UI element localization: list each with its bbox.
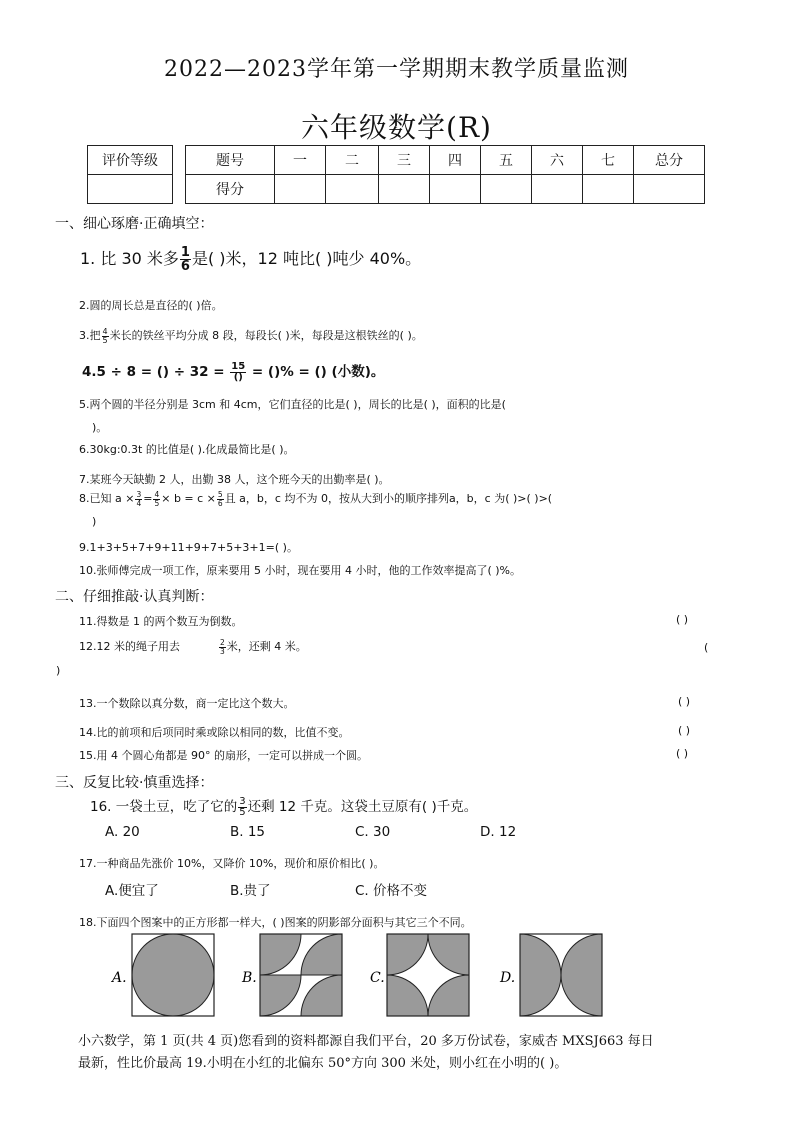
header-cell: 题号 [186, 146, 275, 175]
answer-bracket[interactable]: ( ) [676, 613, 689, 626]
score-cell[interactable] [326, 175, 379, 204]
section3-heading: 三、反复比较·慎重选择： [55, 775, 214, 791]
header-cell: 四 [430, 146, 481, 175]
question-8-cont: ) [92, 515, 97, 528]
q18-figures [100, 930, 610, 1022]
question-15: 15.用 4 个圆心角都是 90° 的扇形，一定可以拼成一个圆。 [79, 749, 368, 762]
fig-label-b[interactable]: B. [242, 970, 257, 986]
exam-title: 2022—2023学年第一学期期末教学质量监测 [164, 57, 629, 82]
question-10: 10.张师傅完成一项工作，原来要用 5 小时，现在要用 4 小时，他的工作效率提高了( )%。 [79, 564, 522, 577]
header-cell: 总分 [634, 146, 705, 175]
question-13: 13.一个数除以真分数，商一定比这个数大。 [79, 697, 295, 710]
question-5-cont: )。 [92, 421, 108, 434]
question-14: 14.比的前项和后项同时乘或除以相同的数，比值不变。 [79, 726, 350, 739]
option-b[interactable]: B. 15 [230, 824, 266, 840]
header-cell: 七 [583, 146, 634, 175]
option-d[interactable]: D. 12 [480, 824, 517, 840]
question-5: 5.两个圆的半径分别是 3cm 和 4cm，它们直径的比是( )，周长的比是( )，面积的比是( [79, 398, 506, 411]
header-cell: 二 [326, 146, 379, 175]
question-11: 11.得数是 1 的两个数互为倒数。 [79, 615, 243, 628]
footer-line-1: 小六数学，第 1 页(共 4 页)您看到的资料都源自我们平台，20 多万份试卷，家威杏 MXSJ663 每日 [78, 1034, 654, 1049]
question-16: 16. 一袋土豆，吃了它的 $\frac{3}{5}$ 还剩 12 千克。这袋土豆原有( )千克。 [90, 795, 478, 818]
exam-subtitle: 六年级数学(R) [301, 111, 492, 144]
fig-label-a[interactable]: A. [112, 970, 127, 986]
score-cell[interactable] [481, 175, 532, 204]
header-cell: 三 [379, 146, 430, 175]
figure-b[interactable] [260, 934, 342, 1016]
score-label-cell: 得分 [186, 175, 275, 204]
option-c[interactable]: C. 30 [355, 824, 391, 840]
footer-line-2: 最新，性比价最高 19.小明在小红的北偏东 50°方向 300 米处，则小红在小明的( )。 [78, 1056, 568, 1071]
score-cell[interactable] [583, 175, 634, 204]
answer-bracket-close: ) [56, 664, 61, 677]
score-cell[interactable] [275, 175, 326, 204]
fig-label-d[interactable]: D. [500, 970, 516, 986]
answer-bracket[interactable]: ( ) [676, 747, 689, 760]
option-c[interactable]: C. 价格不变 [355, 883, 428, 899]
option-a[interactable]: A.便宜了 [105, 883, 159, 899]
option-a[interactable]: A. 20 [105, 824, 140, 840]
score-cell[interactable] [634, 175, 705, 204]
question-18: 18.下面四个图案中的正方形都一样大，( )图案的阴影部分面积与其它三个不同。 [79, 916, 472, 929]
score-cell[interactable] [430, 175, 481, 204]
header-cell: 五 [481, 146, 532, 175]
question-17: 17.一种商品先涨价 10%，又降价 10%，现价和原价相比( )。 [79, 857, 385, 870]
fig-label-c[interactable]: C. [370, 970, 385, 986]
answer-bracket-open[interactable]: ( [704, 641, 709, 654]
figure-a[interactable] [132, 934, 214, 1016]
question-1: 1. 比 30 米多 $\frac{1}{6}$ 是( )米，12 吨比( )吨少 40%。 [80, 245, 422, 274]
question-8: 8.已知 a × $\frac{3}{4}$ = $\frac{4}{5}$ × b = c × $\frac{5}{6}$ 且 a，b，c 均不为 0，按从大到小的顺序排列a，b，c 为( )>( )>( [79, 490, 553, 508]
question-6: 6.30kg:0.3t 的比值是( ).化成最简比是( )。 [79, 443, 295, 456]
question-12: 12.12 米的绳子用去 $\frac{2}{3}$ 米，还剩 4 米。 [79, 638, 307, 656]
answer-bracket[interactable]: ( ) [678, 695, 691, 708]
header-cell: 六 [532, 146, 583, 175]
question-2: 2.圆的周长总是直径的( )倍。 [79, 299, 223, 312]
answer-bracket[interactable]: ( ) [678, 724, 691, 737]
score-cell[interactable] [532, 175, 583, 204]
header-cell: 一 [275, 146, 326, 175]
score-table [87, 145, 705, 204]
question-3: 3.把 $\frac{4}{5}$ 米长的铁丝平均分成 8 段，每段长( )米，每段是这根铁丝的( )。 [79, 326, 423, 345]
question-7: 7.某班今天缺勤 2 人，出勤 38 人，这个班今天的出勤率是( )。 [79, 473, 390, 486]
section2-heading: 二、仔细推敲·认真判断： [55, 589, 214, 605]
grade-value-cell[interactable] [88, 175, 173, 204]
question-4: 4.5 ÷ 8 = () ÷ 32 = $\frac{15}{()}$ = ()% = () (小数)。 [82, 360, 385, 383]
figure-c[interactable] [387, 934, 469, 1016]
option-b[interactable]: B.贵了 [230, 883, 271, 899]
question-9: 9.1+3+5+7+9+11+9+7+5+3+1=( )。 [79, 541, 298, 554]
section1-heading: 一、细心琢磨·正确填空： [55, 216, 214, 232]
score-cell[interactable] [379, 175, 430, 204]
figure-d[interactable] [520, 934, 602, 1016]
grade-label-cell: 评价等级 [88, 146, 173, 175]
